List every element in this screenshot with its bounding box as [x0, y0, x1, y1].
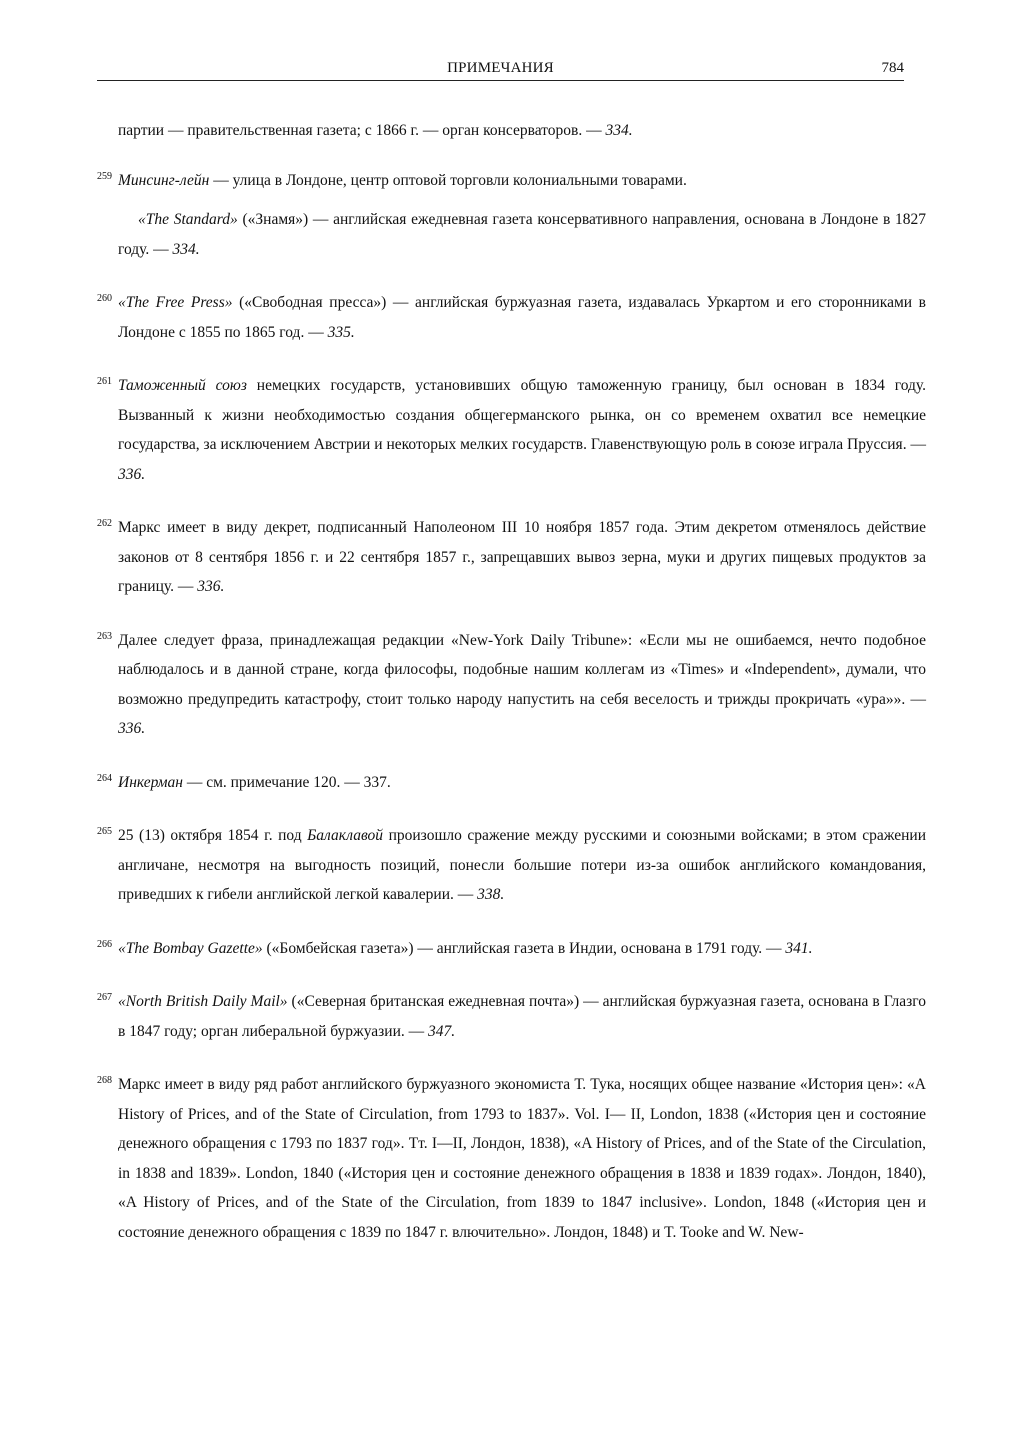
footnote-text: произошло сражение между русскими и союзными войсками; в этом сражении англичане, несмотря на выгодность позиций, понесли большие потери из-за ошибок английского командования, приведших к гибели английской легкой кавалерии. —	[118, 827, 926, 903]
footnote-number: 261	[97, 376, 112, 387]
footnote-text: «The Free Press»	[118, 294, 233, 311]
footnote-text: Маркс имеет в виду ряд работ английского буржуазного экономиста Т. Тука, носящих общее название «История цен»: «A History of Prices, and of the State of Circulation, from 1793 to 1837». Vol. I— II, London, 1838 («История цен и состояние денежного обращения с 1793 по 1837 год». Тт. I—II, Лондон, 1838), «A History of Prices, and of the State of the Circulation, in 1838 and 1839». London, 1840 («История цен и состояние денежного обращения в 1838 и 1839 годах». Лондон, 1840), «A History of Prices, and of the State of the Circulation, from 1839 to 1847 inclusive». London, 1848 («История цен и состояние денежного обращения с 1839 по 1847 г. влючительно». Лондон, 1848) и T. Tooke and W. New-	[118, 1076, 926, 1241]
footnote	[97, 622, 926, 744]
footnote-text: Таможенный союз	[118, 377, 247, 394]
notes-list	[97, 116, 926, 1267]
footnote-text: — см. примечание 120. — 337.	[182, 773, 391, 791]
footnote-text: 338.	[477, 886, 505, 903]
section-title: ПРИМЕЧАНИЯ	[447, 60, 554, 76]
running-header	[97, 58, 904, 81]
footnote-number: 265	[97, 826, 112, 837]
footnote-number: 266	[97, 938, 112, 950]
footnote	[97, 509, 926, 602]
footnote-text: 335.	[327, 323, 355, 341]
footnote-number: 259	[97, 170, 112, 182]
footnote-text: Минсинг-лейн	[118, 171, 210, 189]
footnote-text: 347.	[428, 1022, 456, 1040]
footnote	[97, 205, 926, 264]
footnote-text: 336.	[118, 720, 146, 737]
footnote-text: 336.	[197, 578, 225, 595]
footnote	[97, 930, 926, 964]
footnote-number: 264	[97, 772, 112, 784]
footnote-text: 334.	[172, 240, 200, 258]
footnote	[97, 764, 926, 798]
footnote-text: («Свободная пресса») — английская буржуазная газета, издавалась Уркартом и его сторонниками в Лондоне с 1855 по 1865 год. —	[118, 294, 926, 341]
footnote-text: «The Standard»	[138, 211, 238, 228]
footnote-text: Далее следует фраза, принадлежащая редакции «New-York Daily Tribune»: «Если мы не ошибаемся, нечто подобное наблюдалось и в данной стране, когда философы, подобные нашим коллегам из «Times» и «Independent», думали, что возможно предупредить катастрофу, стоит только народу напустить на себя веселость и трижды прокричать «ура»». —	[118, 631, 926, 708]
footnote-number: 268	[97, 1075, 112, 1086]
footnote-number: 263	[97, 630, 112, 642]
footnote-text: 334.	[605, 122, 633, 139]
footnote-text: Инкерман	[118, 773, 183, 791]
footnote-number: 260	[97, 293, 112, 304]
footnote-text: 25 (13) октября 1854 г. под	[118, 827, 308, 844]
footnote-text: «North British Daily Mail»	[118, 993, 288, 1010]
footnote	[97, 817, 926, 910]
footnote-text: — улица в Лондоне, центр оптовой торговли колониальными товарами.	[209, 171, 687, 189]
footnote	[97, 367, 926, 489]
footnote	[97, 116, 926, 146]
footnote-text: («Бомбейская газета») — английская газета в Индии, основана в 1791 году. —	[262, 939, 786, 957]
page-number: 784	[881, 60, 904, 76]
footnote-text: 336.	[118, 465, 146, 483]
footnote-number: 262	[97, 518, 112, 529]
footnote-text: («Северная британская ежедневная почта») — английская буржуазная газета, основана в Глазго в 1847 году; орган либеральной буржуазии. —	[118, 993, 926, 1040]
footnote-text: 341.	[785, 939, 813, 957]
footnote-text: партии — правительственная газета; с 1866 г. — орган консерваторов. —	[118, 122, 606, 139]
footnote-text: («Знамя») — английская ежедневная газета консервативного направления, основана в Лондоне в 1827 году. —	[118, 211, 926, 258]
footnote	[97, 284, 926, 347]
footnote-text: немецких государств, установивших общую таможенную границу, был основан в 1834 году. Вызванный к жизни необходимостью создания общегерманского рынка, он со временем охватил все немецкие государства, за исключением Австрии и некоторых мелких государств. Главенствующую роль в союзе играла Пруссия. —	[118, 377, 926, 453]
footnote	[97, 1066, 926, 1247]
footnote-text: Маркс имеет в виду декрет, подписанный Наполеоном III 10 ноября 1857 года. Этим декретом отменялось действие законов от 8 сентября 1856 г. и 22 сентября 1857 г., запрещавших вывоз зерна, муки и других пищевых продуктов за границу. —	[118, 519, 926, 595]
footnote-text: «The Bombay Gazette»	[118, 939, 263, 957]
footnote	[97, 162, 926, 196]
footnote-text: Балаклавой	[307, 827, 384, 844]
footnote-number: 267	[97, 992, 112, 1003]
footnote	[97, 983, 926, 1046]
